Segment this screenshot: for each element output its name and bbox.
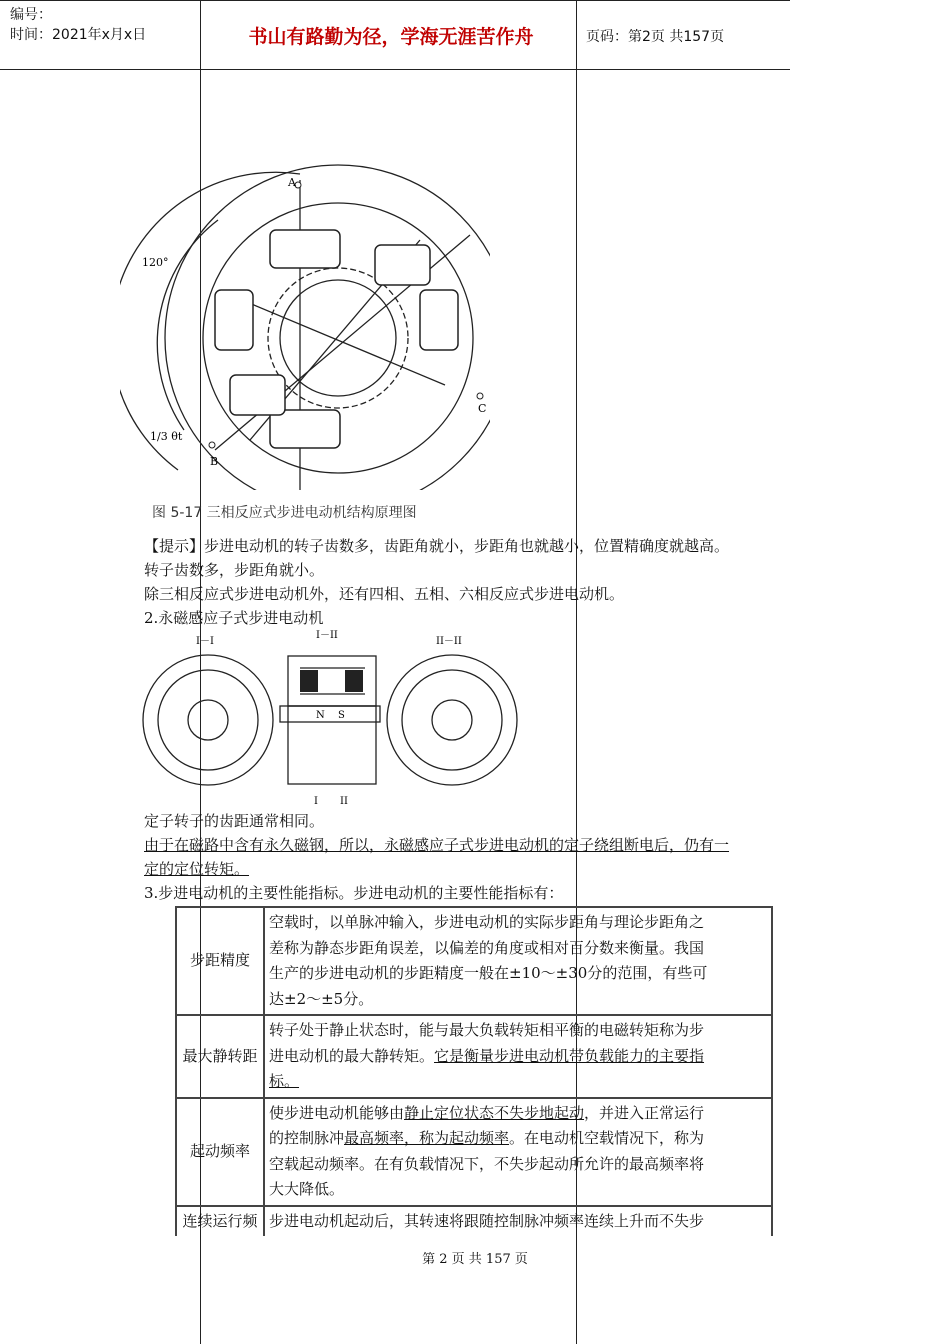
row-desc-start-frequency: 使步进电动机能够由静止定位状态不失步地起动，并进入正常运行 的控制脉冲最高频率，称为起动频率。在电动机空载情况下，称为 空载起动频率。在有负载情况下，不失步起动所允许的最高频率将 大大降低。 <box>264 1098 772 1206</box>
row-desc-max-static-torque: 转子处于静止状态时，能与最大负载转矩相平衡的电磁转矩称为步 进电动机的最大静转矩。它是衡量步进电动机带负载能力的主要指 标。 <box>264 1015 772 1098</box>
label-i: I <box>314 796 318 807</box>
label-c: C <box>478 402 487 415</box>
magnet-sentence-line2: 定的定位转矩。 <box>144 860 250 878</box>
phase-axis <box>230 295 445 385</box>
section-2-heading: 2.永磁感应子式步进电动机 <box>144 609 324 627</box>
table-row <box>176 907 772 1015</box>
tip-paragraph-2: 转子齿数多，步距角就小。 <box>144 561 325 579</box>
row-key-start-frequency: 起动频率 <box>176 1098 264 1206</box>
number-label: 编号： <box>10 7 52 23</box>
tooth-pitch-line: 定子转子的齿距通常相同。 <box>144 812 325 830</box>
row-desc-step-accuracy: 空载时，以单脉冲输入，步进电动机的实际步距角与理论步距角之 差称为静态步距角误差，以偏差的角度或相对百分数来衡量。我国 生产的步进电动机的步距精度一般在±10～±30分的范围，有些可 达±2～±5分。 <box>264 907 772 1015</box>
label-a: A <box>288 176 296 189</box>
row-key-max-static-torque: 最大静转距 <box>176 1015 264 1098</box>
table-row <box>176 1098 772 1206</box>
label-section-i-ii: I－II <box>316 630 338 641</box>
label-n: N <box>316 710 325 721</box>
date-label: 时间：2021年x月x日 <box>10 27 147 43</box>
performance-table <box>175 906 773 1236</box>
row-key-step-accuracy: 步距精度 <box>176 907 264 1015</box>
other-types-paragraph: 除三相反应式步进电动机外，还有四相、五相、六相反应式步进电动机。 <box>144 585 625 603</box>
figure-caption: 图 5-17 三相反应式步进电动机结构原理图 <box>152 505 417 521</box>
header-motto: 书山有路勤为径，学海无涯苦作舟 <box>248 26 534 48</box>
table-row <box>176 1015 772 1098</box>
page-header <box>0 0 790 70</box>
tip-paragraph: 【提示】步进电动机的转子齿数多，齿距角就小，步距角也就越小，位置精确度就越高。 <box>144 537 730 555</box>
stepper-motor-diagram <box>120 160 490 490</box>
label-theta: 1/3 θt <box>150 430 183 443</box>
section-3-heading: 3.步进电动机的主要性能指标。步进电动机的主要性能指标有： <box>144 884 564 902</box>
table-row <box>176 1206 772 1237</box>
label-s: S <box>338 710 345 721</box>
pole-shoes <box>300 670 363 692</box>
permanent-magnet-motor-diagram <box>140 628 520 808</box>
page-footer: 第 2 页 共 157 页 <box>422 1252 528 1267</box>
row-key-continuous-frequency: 连续运行频 <box>176 1206 264 1237</box>
label-ii: II <box>340 796 348 807</box>
label-section-i-i: I－I <box>196 636 214 647</box>
label-section-ii-ii: II－II <box>436 636 462 647</box>
magnet-sentence-line1: 由于在磁路中含有永久磁钢，所以，永磁感应子式步进电动机的定子绕组断电后，仍有一 <box>144 836 730 854</box>
120-degree-arc <box>157 220 218 430</box>
row-desc-continuous-frequency: 步进电动机起动后，其转速将跟随控制脉冲频率连续上升而不失步 <box>264 1206 772 1237</box>
label-120-degrees: 120° <box>142 256 169 269</box>
rotor-inner-circle <box>280 280 396 396</box>
page-code: 页码：第2页 共157页 <box>586 29 725 45</box>
label-b: B <box>210 455 219 468</box>
